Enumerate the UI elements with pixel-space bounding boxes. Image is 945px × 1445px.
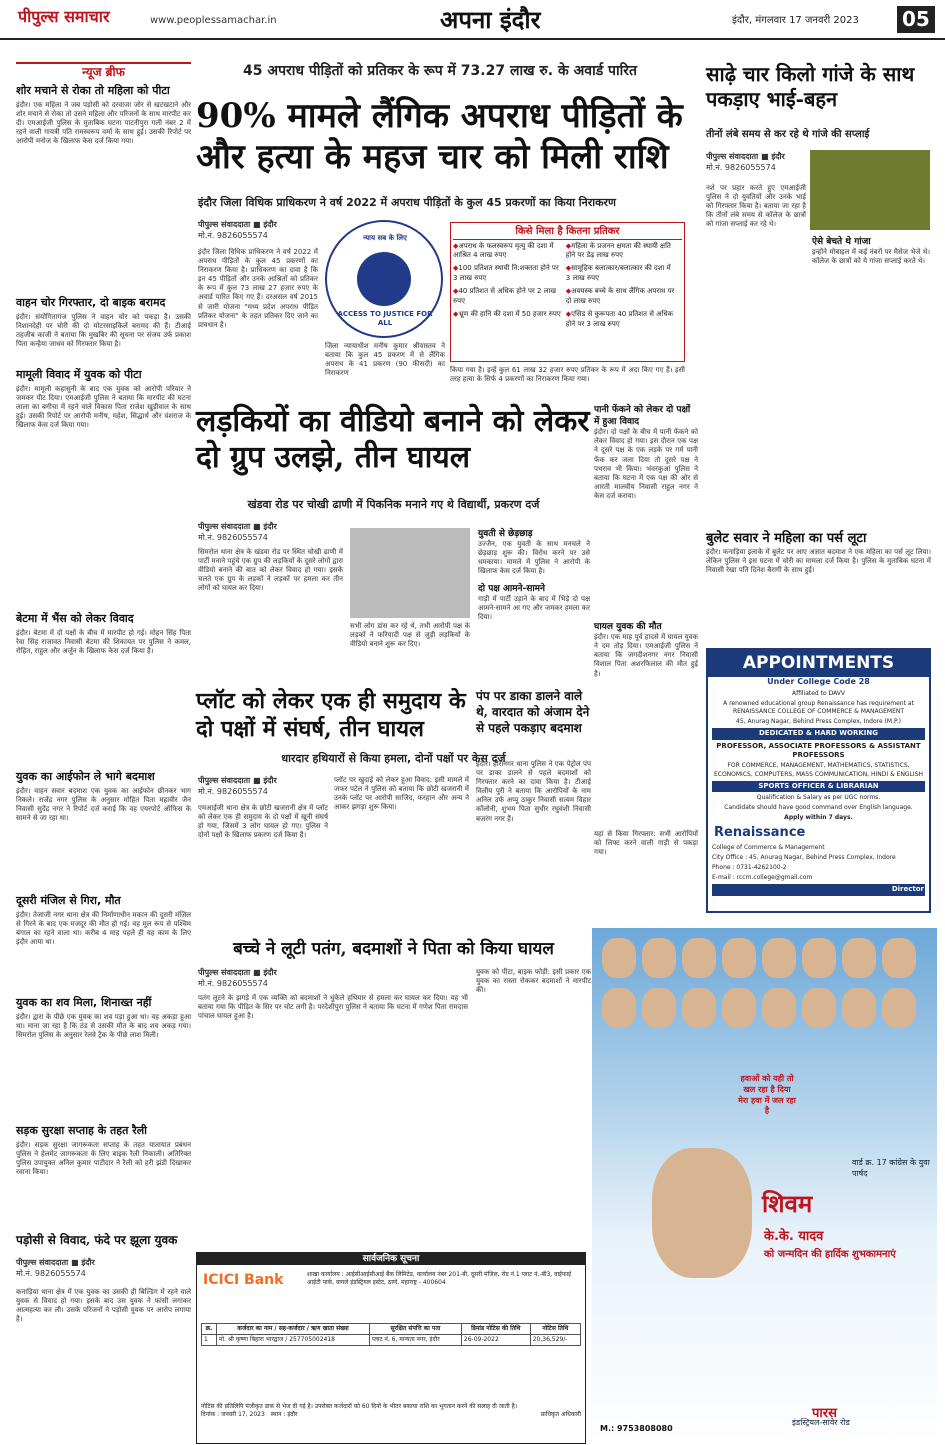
column-header: क्र. (202, 1324, 217, 1335)
ad-title: APPOINTMENTS (708, 650, 929, 677)
story4-byline (198, 776, 328, 798)
ad-subtitle: Under College Code 28 (767, 676, 870, 686)
table-row (202, 1335, 581, 1346)
portrait (882, 938, 916, 978)
list-item: ◆ सामूहिक बलात्कार/बलात्कार की दशा में 3 लाख रुपए (566, 264, 676, 283)
story2-headline: लड़कियों का वीडियो बनाने को लेकर दो ग्रुप उलझे, तीन घायल (196, 404, 590, 475)
table-cell: 20,36,529/- (530, 1335, 580, 1346)
portrait (682, 938, 716, 978)
byline-phone: मो.नं. 9826055574 (198, 978, 268, 988)
portrait (722, 938, 756, 978)
ad-brand-sub: इंडस्ट्रियल-सांवेर रोड (792, 1418, 850, 1427)
table-cell: 26-09-2022 (461, 1335, 530, 1346)
brief-body: इंदौर। संयोगितागंज पुलिस ने वाहन चोर को पकड़ा है। उसकी निशानदेही पर चोरी की दो मोटरसाइकिलें बरामद की हैं। टीआई तहजीब काजी ने बताया कि मुखबिर की सूचना पर संजय उर्फ प्रकाश पिता कन्हैया जाधव को गिरफ्तार किया है। (16, 312, 191, 349)
right-body: नशे पर प्रहार करते हुए एमआईजी पुलिस ने दो युवतियों और उनके भाई को गिरफ्तार किया है। बताया जा रहा है कि तीनों लंबे समय से कॉलेज के छात्रों को गांजा सप्लाई कर रहे थे। (706, 184, 806, 229)
lead-kicker: 45 अपराध पीड़ितों को प्रतिकर के रूप में 73.27 लाख रु. के अवार्ड पारित (243, 63, 637, 79)
portrait (602, 938, 636, 978)
story5-headline: पंप पर डाका डालने वाले थे, वारदात को अंजाम देने से पहले पकड़ाए बदमाश (476, 689, 590, 736)
notice-date: दिनांक : जनवरी 17, 2023 (201, 1411, 265, 1419)
ad-brand: Renaissance (714, 825, 806, 841)
story3-title-2: घायल युवक की मौत (594, 622, 662, 633)
compensation-box (450, 222, 685, 362)
portrait (882, 988, 916, 1028)
emblem-bottom-text: ACCESS TO JUSTICE FOR ALL (337, 310, 433, 328)
brief-body: इंदौर। तेजाजी नगर थाना क्षेत्र की निर्माणाधीन मकान की दूसरी मंजिल से गिरने के बाद एक मजदूर की मौत हो गई। वह मूल रूप से पश्चिम बंगाल का रहने वाला था। करीब 4 माह पहले ही वह काम के लिए इंदौर आया था। (16, 910, 191, 947)
list-item: ◆ 100 प्रतिशत स्थायी नि:शक्तता होने पर 3 लाख रुपए (453, 264, 563, 283)
story5-body: इंदौर। हीरानगर थाना पुलिस ने एक पेट्रोल पंप पर डाका डालने से पहले बदमाशों को गिरफ्तार करने का दावा किया है। टीआई विलीय पुरी ने बताया कि आरोपियों के नाम अनिल उर्फ अप्पू ठाकुर निवासी सत्यम विहार कॉलोनी, शुभम पिता सुधीर रघुवंशी निवासी बजरंग नगर हैं। (476, 760, 591, 823)
brief-item (16, 894, 191, 994)
byline-phone: मो.नं. 9826055574 (706, 162, 776, 172)
ad-phone: Phone : 0731-4262100-2 (712, 864, 787, 872)
story4-headline: प्लॉट को लेकर एक ही समुदाय के दो पक्षों में संघर्ष, तीन घायल (196, 688, 466, 742)
portrait (762, 988, 796, 1028)
lead-byline (198, 220, 318, 242)
brief-title: युवक का शव मिला, शिनाख्त नहीं (16, 996, 152, 1009)
brief-item (16, 996, 191, 1116)
slogan: हवाओं को यही तो खल रहा है दिया मेरा हवा में जल रहा है (738, 1074, 796, 1116)
crime-silhouette-image (350, 528, 470, 618)
story4-body: एमआईजी थाना क्षेत्र के छोटी खजरानी क्षेत्र में प्लॉट को लेकर एक ही समुदाय के दो पक्षों में खूनी संघर्ष हो गया, जिसमें 3 लोग घायल हो गए। पुलिस ने दोनों पक्षों के खिलाफ प्रकरण दर्ज किया है। (198, 804, 328, 840)
ad-line-2: PROFESSOR, ASSOCIATE PROFESSORS & ASSISTANT PROFESSORS (716, 741, 921, 759)
masthead-bar (0, 0, 945, 40)
birthday-wish: को जन्मदिन की हार्दिक शुभकामनाएं (764, 1249, 896, 1260)
right-subhead: तीनों लंबे समय से कर रहे थे गांजे की सप्लाई (706, 129, 870, 140)
sidebar-body: उज्जैन, एक युवती के साथ मनचले ने छेड़छाड़ शुरू की। विरोध करने पर उसे धमकाया। मामले में पुलिस ने आरोपी के खिलाफ केस दर्ज किया है। (478, 540, 590, 576)
byline-name: पीपुल्स संवाददाता ■ इंदौर (198, 522, 277, 531)
bank-address: शाखा कार्यालय : आईसीआईसीआई बैंक लिमिटेड, कार्यालय नंबर 201-बी, दूसरी मंजिल, रोड नं.1 प्लाट नं.-बी3, वाईफाई आईटी पार्क, वागले इंडस्ट्रियल इस्टेट, ठाणे, महाराष्ट्र - 400604 (307, 1271, 572, 1287)
brief-item (16, 368, 191, 608)
brief-item (16, 84, 191, 196)
footer-text: नोटिस की प्रतिलिपि पंजीकृत डाक से भेज दी गई है। उपरोक्त कर्जदारों को 60 दिनों के भीतर बकाया राशि का भुगतान करने की सलाह दी जाती है। (201, 1403, 518, 1410)
portrait (762, 938, 796, 978)
right-byline (706, 152, 806, 174)
brief-item (16, 770, 191, 890)
story7-byline (16, 1258, 191, 1280)
lead-body: इंदौर जिला विधिक प्राधिकरण ने वर्ष 2022 में अपराध पीड़ितों के कुल 45 प्रकरणों का निराकरण किया है। प्राधिकरण का दावा है कि इन 45 पीड़ितों और उनके आश्रितों को प्रतिकर के रूप में कुल 73 लाख 27 हजार रुपए के अवार्ड पारित किए गए हैं। दरअसल वर्ष 2015 से जारी योजना "मध्य प्रदेश अपराध पीड़ित प्रतिकर योजना" के तहत प्रतिकर दिए जाने का प्रावधान है। (198, 248, 318, 329)
sidebar-body-2: गाड़ी में पार्टी उड़ाने के बाद में भिड़े दो पक्ष आमने-सामने आ गए और जमकर हमला कर दिया। (478, 594, 590, 621)
page-number: 05 (897, 6, 935, 33)
brief-item (16, 296, 191, 366)
website-url: www.peoplessamachar.in (150, 15, 277, 26)
byline-phone: मो.नं. 9826055574 (198, 230, 268, 240)
table-cell: 1 (202, 1335, 217, 1346)
list-item: ◆ भ्रूण की हानि की दशा में 50 हजार रुपए (453, 310, 563, 319)
ad-phone: M.: 9753808080 (600, 1424, 673, 1434)
portrait (642, 988, 676, 1028)
story2-subhead: खंडवा रोड पर चोखी ढाणी में पिकनिक मनाने गए थे विद्यार्थी, प्रकरण दर्ज (247, 498, 540, 511)
right-story2-title: बुलेट सवार ने महिला का पर्स लूटा (706, 531, 867, 546)
byline-phone: मो.नं. 9826055574 (16, 1268, 86, 1278)
portrait (802, 988, 836, 1028)
portrait (642, 938, 676, 978)
lead-body-3: किया गया है। इन्हें कुल 61 लाख 32 हजार रुपए प्रतिकर के रूप में अदा किए गए हैं। इसी तरह हत्या के सिर्फ 4 प्रकरणों का निराकरण किया गया। (450, 366, 685, 384)
ad-line-3: FOR COMMERCE, MANAGEMENT, MATHEMATICS, STATISTICS, ECONOMICS, COMPUTERS, MASS COMMUNICATION, HINDI & ENGLISH (713, 762, 924, 778)
issue-date: इंदौर, मंगलवार 17 जनवरी 2023 (732, 15, 859, 26)
table-cell: प्लाट नं. 6, मान्यता नगर, इंदौर (369, 1335, 461, 1346)
story3-body: इंदौर। दो पक्षों के बीच में पानी फेंकने को लेकर विवाद हो गया। इस दौरान एक पक्ष ने दूसरे पक्ष के एक लड़के पर गर्म पानी फेंक कर जला दिया तो दूसरे पक्ष ने पथराव भी किया। भंवरकुआं पुलिस ने बताया कि घटना में एक पक्ष की ओर से आरती मालवीय निवासी राहुल नगर ने केस दर्ज कराया। (594, 428, 698, 500)
ad-apply: Apply within 7 days. (784, 814, 853, 822)
ad-office: City Office : 45, Anurag Nagar, Behind Press Complex, Indore (712, 853, 896, 861)
portrait (682, 988, 716, 1028)
notice-table (201, 1323, 581, 1346)
compensation-list-right (566, 242, 676, 334)
byline-phone: मो.नं. 9826055574 (198, 786, 268, 796)
ad-subname: के.के. यादव (764, 1229, 824, 1244)
story2-body: सिमरोल थाना क्षेत्र के खंडवा रोड पर स्थित चोखी ढाणी में पार्टी मनाने पहुंचे एक ग्रुप की लड़कियों के दूसरे लोगों द्वारा वीडियो बनाने की बात को लेकर विवाद हो गया। इसके चलते एक ग्रुप के लड़कों ने लड़कों पर हमला कर तीन लोगों को घायल कर दिया। (198, 548, 343, 593)
newspaper-logo: पीपुल्स समाचार (18, 7, 110, 26)
right-headline: साढ़े चार किलो गांजे के साथ पकड़ाए भाई-बहन (706, 62, 915, 111)
ganja-photo (810, 150, 930, 230)
compensation-list-left (453, 242, 563, 324)
news-brief-tag: न्यूज ब्रीफ (16, 62, 191, 80)
ad-address: 45, Anurag Nagar, Behind Press Complex, Indore (M.P.) (736, 718, 901, 726)
notice-footer (201, 1403, 581, 1419)
byline-name: पीपुल्स संवाददाता ■ इंदौर (706, 152, 785, 161)
byline-phone: मो.नं. 9826055574 (198, 532, 268, 542)
story2-body-2: सभी लोग डांस कर रहे थे, तभी आरोपी पक्ष के लड़कों ने फरियादी पक्ष से जुड़ी लड़कियों के वीडियो बनाने शुरू कर दिए। (350, 622, 470, 649)
ad-brand: पारस (812, 1406, 837, 1422)
brief-body: इंदौर। एक महिला ने जब पड़ोसी को दरवाजा जोर से खटखटाने और शोर मचाने से रोका तो उसने महिला और परिजनों के साथ मारपीट कर दी। एमआईजी पुलिस के मुताबिक घटना पाटनीपुरा गली नंबर 2 में रहने वाली गायत्री पति रामस्वरूप वर्मा के साथ हुई। उसकी रिपोर्ट पर आरोपी मनोज के खिलाफ केस दर्ज किया गया। (16, 100, 191, 146)
compensation-box-title: किसे मिला है कितना प्रतिकर (453, 225, 682, 240)
story2-sidebar (478, 528, 590, 622)
brief-body: इंदौर। सड़क सुरक्षा जागरूकता सप्ताह के तहत यातायात प्रबंधन पुलिस ने हेलमेट जागरूकता के लिए बाइक रैली निकाली। अतिरिक्त पुलिस उपायुक्त अनिल कुमार पाटीदार ने रैली को हरी झंडी दिखाकर रवाना किया। (16, 1140, 191, 1177)
ad-affiliation: Affiliated to DAVV (791, 689, 846, 697)
ad-line-1: DEDICATED & HARD WORKING (712, 728, 925, 739)
notice-sign: प्राधिकृत अधिकारी (540, 1411, 581, 1419)
ashoka-chakra-icon (357, 252, 411, 306)
notice-title: सार्वजनिक सूचना (197, 1253, 585, 1265)
brief-item (16, 612, 191, 772)
table-header-row (202, 1324, 581, 1335)
sidebar-title-2: दो पक्ष आमने-सामने (478, 583, 546, 594)
brief-body: इंदौर। वाहन सवार बदमाश एक युवक का आईफोन छीनकर भाग निकले। राजेंद्र नगर पुलिस के अनुसार मोहित पिता महावीर जैन निवासी सुदेंद्र नगर ने रिपोर्ट दर्ज कराई कि वह एयरपोर्ट ऑफिस के सामने से जा रहा था। (16, 786, 191, 823)
lead-headline: 90% मामले लैंगिक अपराध पीड़ितों के और हत्या के महज चार को मिली राशि (196, 96, 683, 178)
story7-headline: पड़ोसी से विवाद, फंदे पर झूला युवक (16, 1233, 178, 1247)
birthday-ad (592, 928, 937, 1443)
right-sidebar-body: इन्होंने मोबाइल में कई नंबरों पर मैसेज भेजे थे। कॉलेज के छात्रों को ये गांजा सप्लाई करते थे। (812, 248, 930, 266)
story4-subhead: धारदार हथियारों से किया हमला, दोनों पक्षों पर केस दर्ज (281, 752, 506, 765)
list-item: ◆ अवयस्क बच्चे के साथ लैंगिक अपराध पर दो लाख रुपए (566, 287, 676, 306)
bank-notice (196, 1252, 586, 1444)
main-portrait (652, 1148, 752, 1278)
brief-body: इंदौर। द्वारा के पीछे एक युवक का शव पड़ा हुआ था। वह अकड़ा हुआ था। माना जा रहा है कि ठंड से उसकी मौत के बाद शव अकड़ गया। सिमरोल पुलिस के अनुसार रेलवे ट्रैक के पीछे लाश मिली। (16, 1012, 191, 1040)
brief-title: शोर मचाने से रोका तो महिला को पीटा (16, 84, 170, 97)
brief-body: इंदौर। मामूली कहासुनी के बाद एक युवक को आरोपी परिवार ने जमकर पीट दिया। एमआईजी पुलिस ने बताया कि मारपीट की घटना लाला का बगीचा में रहने वाले विकास पिता राजेश खुड़ीवाल के साथ हुई। उसकी रिपोर्ट पर आरोपी मनीष, महेश, सिद्धार्थ और वंशराज के खिलाफ केस दर्ज किया गया। (16, 384, 191, 430)
portrait (722, 988, 756, 1028)
ad-line-4: SPORTS OFFICER & LIBRARIAN (712, 781, 925, 792)
ad-name: शिवम (762, 1190, 813, 1218)
portrait (602, 988, 636, 1028)
brief-title: दूसरी मंजिल से गिरा, मौत (16, 894, 121, 907)
justice-emblem (325, 220, 443, 338)
column-header: डिमांड नोटिस की तिथि (461, 1324, 530, 1335)
list-item: ◆ अपराध के फलस्वरूप मृत्यु की दशा में आश्रित 4 लाख रुपए (453, 242, 563, 261)
byline-name: पीपुल्स संवाददाता ■ इंदौर (198, 968, 277, 977)
story3-title: पानी फेंकने को लेकर दो पक्षों में हुआ विवाद (594, 405, 691, 428)
table-cell: मो. श्री कृष्णा बिहारा भारद्वाज / 257705002418 (217, 1335, 370, 1346)
ad-note: Candidate should have good command over English language. (724, 804, 913, 812)
right-sidebar-title: ऐसे बेचते थे गांजा (812, 237, 871, 247)
story5-body-2: यहां से किया गिरफ्तार: सभी आरोपियों को लिफ्ट करने वाली गाड़ी से पकड़ा गया। (594, 830, 698, 857)
story6-headline: बच्चे ने लूटी पतंग, बदमाशों ने पिता को किया घायल (233, 939, 554, 959)
right-sidebar (812, 236, 930, 266)
story6-body: पतंग लूटने के झगड़े में एक व्यक्ति को बदमाशों ने धुंकेले हथियार से हमला कर घायल कर दिया। यह भी बताया गया कि पीड़ित के सिर पर चोट लगी है। परदेशीपुरा पुलिस ने बताया कि घटना में गणेश पिता रामदास पांचाल घायल हुआ है। (198, 994, 468, 1021)
story6-body-2: युवक को पीटा, बाइक फोड़ी: इसी प्रकार एक युवक का रास्ता रोककर बदमाशों ने मारपीट की। (476, 968, 591, 995)
list-item: ◆ 40 प्रतिशत से अधिक होने पर 2 लाख रुपए (453, 287, 563, 306)
ad-description: A renowned educational group Renaissance has requirement at RENAISSANCE COLLEGE OF COMMERCE & MANAGEMENT (723, 699, 914, 715)
story4-body-2: प्लॉट पर खुदाई को लेकर हुआ विवाद: इसी मामले में जफर पटेल ने पुलिस को बताया कि छोटी खजरानी में उनके प्लॉट पर आरोपी साजिद, फरहान और अन्य ने आकर झगड़ा शुरू किया। (334, 776, 469, 812)
brief-body: इंदौर। बेटमा में दो पक्षों के बीच में मारपीट हो गई। मोहन सिंह पिता रेवा सिंह राजावत निवासी बेटमा की शिकायत पर पुलिस ने कमल, रोहित, राहुल और अर्जुन के खिलाफ केस दर्ज किया है। (16, 628, 191, 656)
list-item: ◆ महिला के प्रजनन क्षमता की स्थायी क्षति होने पर डेढ़ लाख रुपए (566, 242, 676, 261)
brief-item (16, 1124, 191, 1234)
column-header: सुरक्षित संपत्ति का पता (369, 1324, 461, 1335)
ad-brand-sub: College of Commerce & Management (712, 843, 825, 851)
portrait (802, 938, 836, 978)
story7-body: कनाड़िया थाना क्षेत्र में एक युवक का उसकी ही बिल्डिंग में रहने वाले युवक से विवाद हो गया। इसके बाद उस युवक ने फांसी लगाकर आत्महत्या कर ली। उसके परिजनों ने पड़ोसी युवक पर आरोप लगाया है। (16, 1288, 191, 1324)
column-header: कर्जदार का नाम / सह-कर्जदार / ऋण खाता संख्या (217, 1324, 370, 1335)
brief-title: सड़क सुरक्षा सप्ताह के तहत रैली (16, 1124, 148, 1137)
brief-title: बेटमा में भैंस को लेकर विवाद (16, 612, 134, 625)
emblem-top-text: न्याय सब के लिए (363, 234, 407, 242)
column-header: नोटिस तिथि (530, 1324, 580, 1335)
brief-title: युवक का आईफोन ले भागे बदमाश (16, 770, 155, 783)
portrait (842, 938, 876, 978)
byline-name: पीपुल्स संवाददाता ■ इंदौर (198, 220, 277, 229)
bank-logo: ICICI Bank (203, 1272, 284, 1288)
story3-body-2: इंदौर। एक माह पूर्व हादसे में घायल युवक ने दम तोड़ दिया। एमआईजी पुलिस ने बताया कि जगदीशनगर नगर निवासी विशाल पिता अशरफिलाल की मौत हुई है। (594, 633, 698, 678)
ad-qualification: Qualification & Salary as per UGC norms. (756, 794, 881, 802)
byline-name: पीपुल्स संवाददाता ■ इंदौर (16, 1258, 95, 1267)
lead-body-2: जिला न्यायाधीश मनीष कुमार श्रीवास्तव ने बताया कि कुल 45 प्रकरण में से लैंगिक अपराध के 41 प्रकरण (90 फीसदी) का निराकरण (325, 342, 445, 378)
sidebar-title: युवती से छेड़छाड़ (478, 529, 533, 539)
ad-email: E-mail : rccm.college@gmail.com (712, 874, 813, 882)
notice-place: स्थान : इंदौर (270, 1411, 298, 1419)
brief-title: मामूली विवाद में युवक को पीटा (16, 368, 142, 381)
right-story2-body: इंदौर। कनाड़िया इलाके में बुलेट पर आए अज्ञात बदमाश ने एक महिला का पर्स लूट लिया। लेकिन पुलिस ने इस घटना में चोरी का मामला दर्ज किया है। पुलिस के मुताबिक घटना में निवासी रेखा पति दिनेश बैरागी के साथ हुई। (706, 548, 931, 575)
appointments-ad (706, 648, 931, 913)
story3-column (594, 404, 698, 679)
brief-title: वाहन चोर गिरफ्तार, दो बाइक बरामद (16, 296, 166, 309)
list-item: ◆ एसिड से कुरूपता 40 प्रतिशत से अधिक होने पर 3 लाख रुपए (566, 310, 676, 329)
story2-byline (198, 522, 343, 544)
lead-subhead: इंदौर जिला विधिक प्राधिकरण ने वर्ष 2022 में अपराध पीड़ितों के कुल 45 प्रकरणों का किया निराकरण (198, 196, 617, 209)
story6-byline (198, 968, 328, 990)
section-title: अपना इंदौर (440, 5, 541, 34)
ward-info: वार्ड क्र. 17 कांग्रेस के युवा पार्षद (852, 1158, 930, 1178)
portrait (842, 988, 876, 1028)
byline-name: पीपुल्स संवाददाता ■ इंदौर (198, 776, 277, 785)
ad-sign: Director (712, 884, 925, 895)
